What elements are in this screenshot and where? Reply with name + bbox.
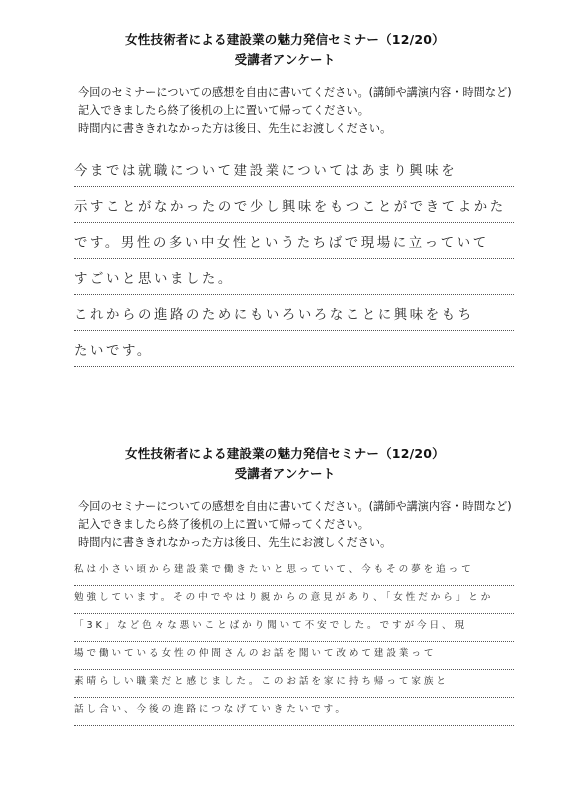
answer-line: 私は小さい頃から建設業で働きたいと思っていて、今もその夢を追って bbox=[74, 558, 514, 586]
answer-line: 話し合い、今後の進路につなげていきたいです。 bbox=[74, 698, 514, 726]
instruction-line: 今回のセミナーについての感想を自由に書いてください。(講師や講演内容・時間など) bbox=[78, 86, 512, 99]
answer-line: 勉強しています。その中でやはり親からの意見があり、「女性だから」とか bbox=[74, 586, 514, 614]
answer-line: 「3K」など色々な悪いことばかり聞いて不安でした。ですが今日、現 bbox=[74, 614, 514, 642]
survey-subtitle: 受講者アンケート bbox=[234, 52, 336, 67]
answer-line: これからの進路のためにもいろいろなことに興味をもち bbox=[74, 304, 514, 331]
answer-line: 示すことがなかったので少し興味をもつことができてよかた bbox=[74, 196, 514, 223]
survey-subtitle: 受講者アンケート bbox=[234, 466, 336, 481]
answer-line: 場で働いている女性の仲間さんのお話を聞いて改めて建設業って bbox=[74, 642, 514, 670]
answer-line: です。男性の多い中女性というたちばで現場に立っていて bbox=[74, 232, 514, 259]
answer-line: 素晴らしい職業だと感じました。このお話を家に持ち帰って家族と bbox=[74, 670, 514, 698]
answer-line: すごいと思いました。 bbox=[74, 268, 514, 295]
instruction-line: 時間内に書ききれなかった方は後日、先生にお渡しください。 bbox=[78, 536, 392, 549]
instruction-line: 記入できましたら終了後机の上に置いて帰ってください。 bbox=[78, 104, 369, 117]
instruction-line: 記入できましたら終了後机の上に置いて帰ってください。 bbox=[78, 518, 369, 531]
answer-line: たいです。 bbox=[74, 340, 514, 367]
instruction-line: 時間内に書ききれなかった方は後日、先生にお渡しください。 bbox=[78, 122, 392, 135]
survey-title: 女性技術者による建設業の魅力発信セミナー（12/20） bbox=[125, 32, 445, 47]
answer-line: 今までは就職について建設業についてはあまり興味を bbox=[74, 160, 514, 187]
survey-title: 女性技術者による建設業の魅力発信セミナー（12/20） bbox=[125, 446, 445, 461]
instruction-line: 今回のセミナーについての感想を自由に書いてください。(講師や講演内容・時間など) bbox=[78, 500, 512, 513]
